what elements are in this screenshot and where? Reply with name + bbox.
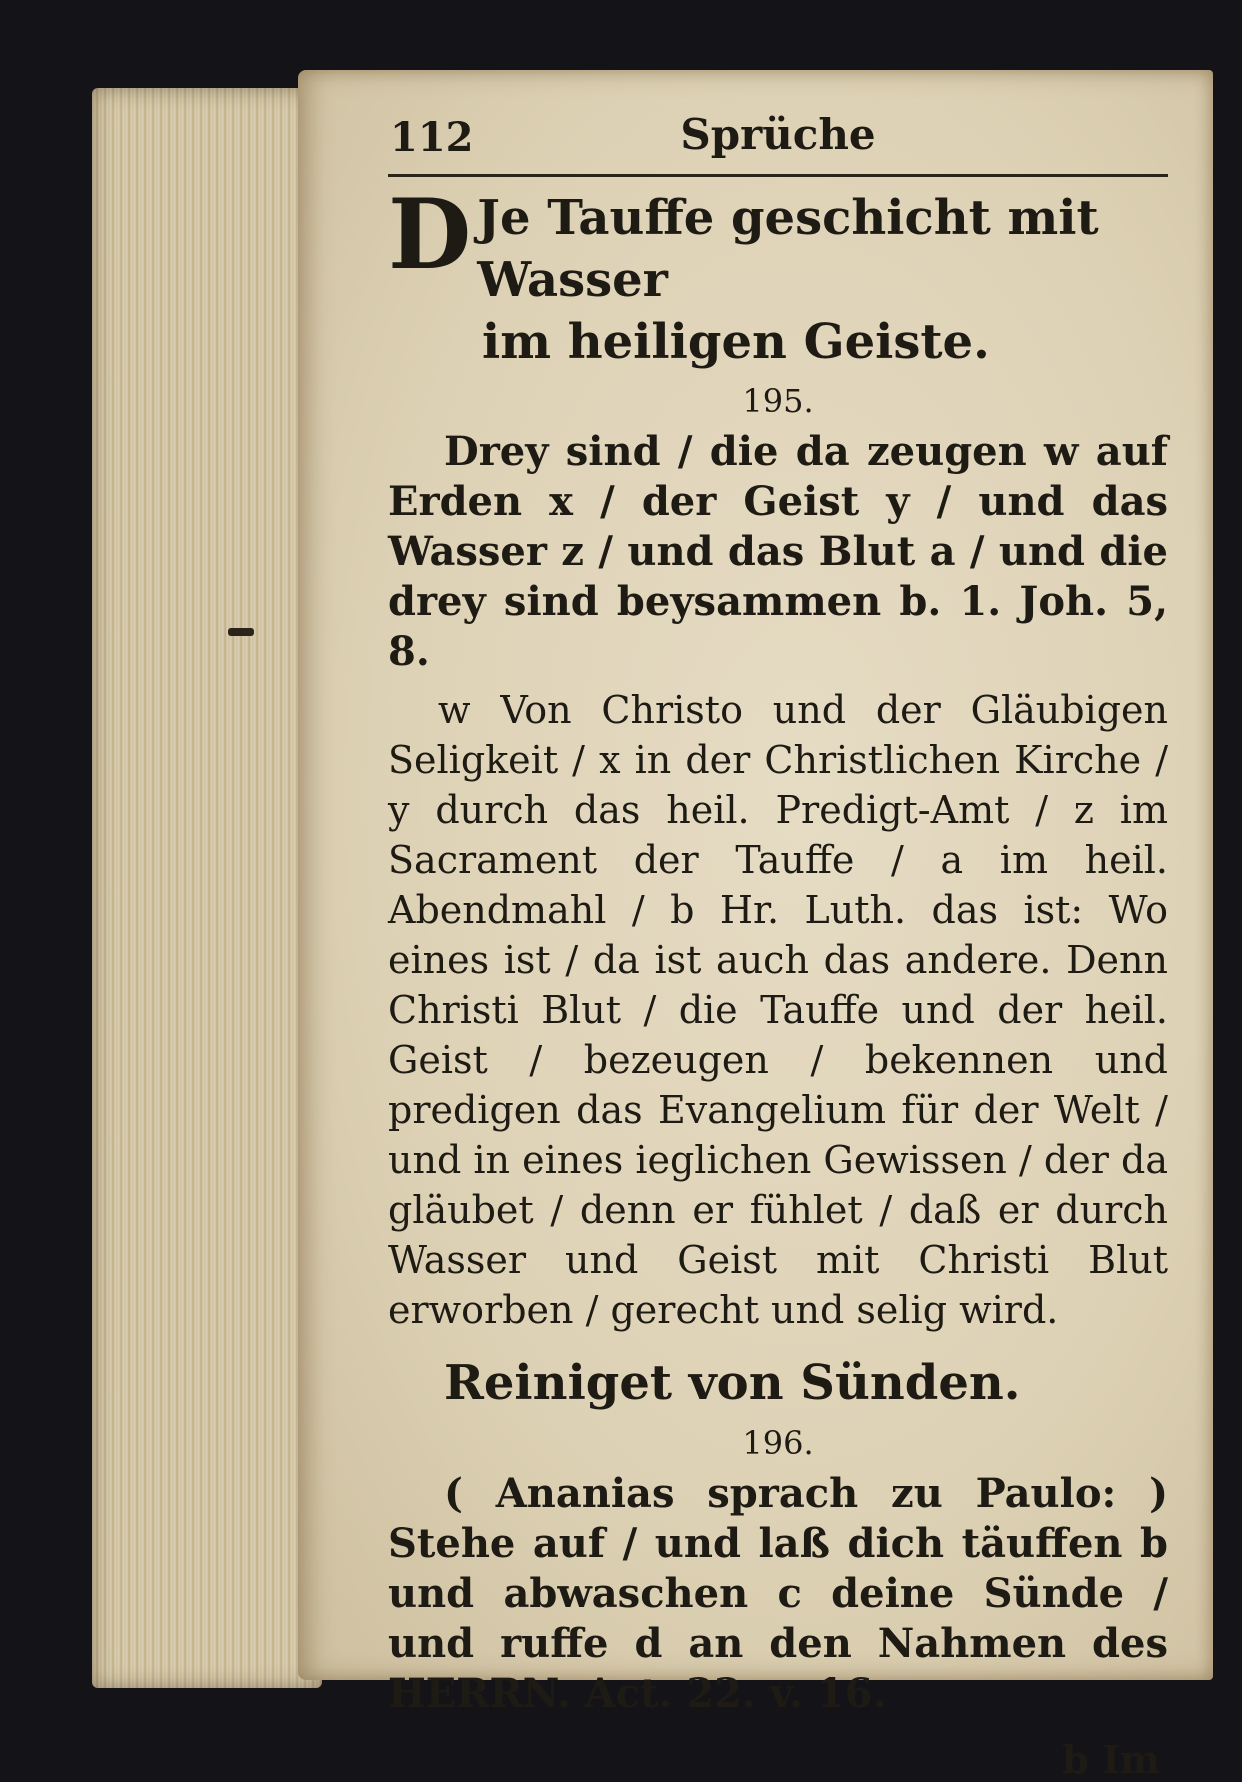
header-rule bbox=[388, 174, 1168, 177]
page-edges bbox=[92, 88, 322, 1688]
verse-number: 195. bbox=[742, 382, 814, 420]
section-heading bbox=[388, 178, 1168, 373]
catchword: b Im bbox=[1062, 1737, 1160, 1782]
page-text bbox=[388, 100, 1168, 1782]
ink-mark bbox=[228, 628, 254, 636]
heading-line-2: im heiligen Geiste. bbox=[482, 314, 990, 370]
section-heading-2: Reiniget von Sünden. bbox=[444, 1355, 1021, 1411]
running-head bbox=[388, 100, 1168, 160]
commentary-note: w Von Christo und der Gläubigen Seligkeit / x in der Christlichen Kirche / y durch das heil. Predigt-Amt / z im Sacrament der Tauffe / a im heil. Abendmahl / b Hr. Luth. das ist: Wo eines ist / da ist auch das andere. Denn Christi Blut / die Tauffe und der heil. Geist / bezeugen / bekennen und predigen das Evangelium für der Welt / und in eines ieglichen Gewissen / der da gläubet / denn er fühlet / daß er durch Wasser und Geist mit Christi Blut erworben / gerecht und selig wird. bbox=[388, 688, 1168, 1332]
verse-text-2: ( Ananias sprach zu Paulo: ) Stehe auf / und laß dich täuffen b und abwaschen c deine Sünde / und ruffe d an den Nahmen des HERRN. Act. 22. v. 16. bbox=[388, 1470, 1168, 1717]
page-number: 112 bbox=[390, 114, 474, 161]
verse-text: Drey sind / die da zeugen w auf Erden x / der Geist y / und das Wasser z / und das Blut a / und die drey sind beysammen b. 1. Joh. 5, 8. bbox=[388, 428, 1168, 675]
running-title: Sprüche bbox=[680, 110, 876, 159]
verse-number-2: 196. bbox=[742, 1424, 814, 1462]
heading-line-1: Je Tauffe geschicht mit Wasser bbox=[477, 190, 1099, 308]
decorated-initial: D bbox=[388, 178, 472, 291]
